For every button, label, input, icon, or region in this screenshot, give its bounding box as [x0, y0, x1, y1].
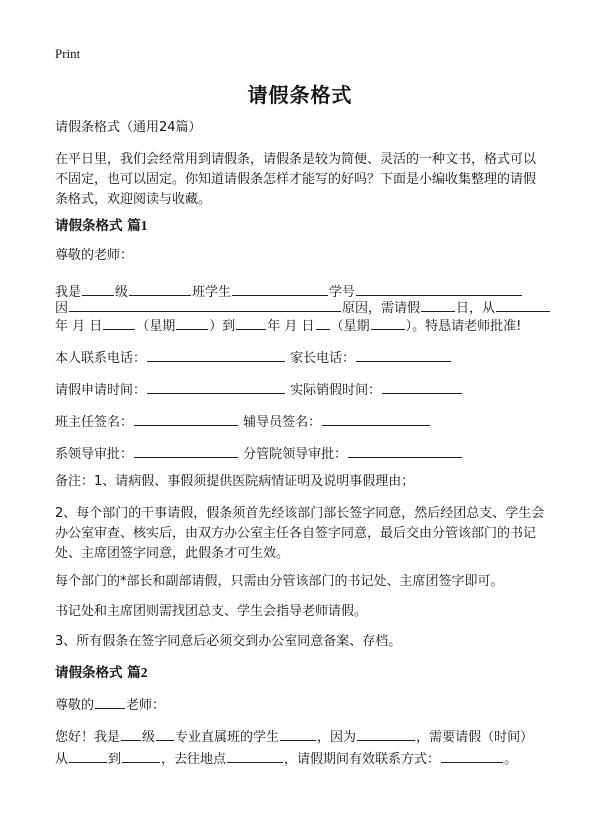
- grade-blank[interactable]: [82, 281, 114, 296]
- student-name-blank[interactable]: [280, 726, 316, 741]
- end-year-blank[interactable]: [236, 315, 266, 330]
- actual-time-blank[interactable]: [382, 379, 462, 394]
- label-major: 专业直属班的学生: [175, 730, 280, 745]
- label-apply-time: 请假申请时间：: [55, 383, 147, 398]
- form-row-times: [55, 379, 545, 401]
- student-id-blank[interactable]: [356, 281, 522, 296]
- label-parent-phone: 家长电话：: [290, 351, 356, 366]
- start-day-blank[interactable]: [103, 315, 135, 330]
- destination-blank[interactable]: [227, 748, 283, 763]
- label-student-id: 学号: [329, 285, 356, 300]
- text-period: 。: [504, 752, 518, 767]
- start-weekday-blank[interactable]: [176, 315, 208, 330]
- intro-paragraph: 在平日里，我们会经常用到请假条，请假条是较为简便、灵活的一种文书，格式可以不固定，也可以固定。你知道请假条怎样才能写的好吗？下面是小编收集整理的请假条格式，欢迎阅读与收藏。: [55, 152, 537, 207]
- from-blank[interactable]: [496, 297, 550, 312]
- label-counselor: 辅导员签名：: [243, 415, 322, 430]
- note-1: 备注：1、请病假、事假须提供医院病情证明及说明事假理由；: [55, 474, 415, 489]
- from-time-blank[interactable]: [69, 748, 107, 763]
- form-row-approvals: [55, 443, 545, 465]
- label-to: ）到: [209, 319, 236, 334]
- label-from: 日，从: [456, 301, 496, 316]
- college-approval-blank[interactable]: [348, 443, 462, 458]
- dept-approval-blank[interactable]: [134, 443, 238, 458]
- note-4: 书记处和主席团则需找团总支、学生会指导老师请假。: [55, 604, 368, 619]
- grade-blank-2[interactable]: [121, 726, 141, 741]
- salutation-prefix: 尊敬的: [55, 698, 95, 713]
- print-link[interactable]: Print: [55, 46, 81, 61]
- class-blank[interactable]: [129, 281, 191, 296]
- end-day-blank[interactable]: [316, 315, 330, 330]
- label-actual-time: 实际销假时间：: [290, 383, 382, 398]
- text-greeting: 您好！我是: [55, 730, 121, 745]
- counselor-blank[interactable]: [322, 411, 430, 426]
- note-2: 2、每个部门的干事请假，假条须首先经该部门部长签字同意，然后经团总支、学生会办公室审查、核实后，由双方办公室主任各自签字同意，最后交由分管该部门的书记处、主席团签字同意，此假条才可生效。: [55, 506, 545, 561]
- section-heading-number: 1: [140, 218, 148, 233]
- label-end-date: 年 月 日: [267, 319, 315, 334]
- section-heading-text: 请假条格式 篇: [55, 665, 141, 681]
- section-heading-2: [55, 663, 545, 683]
- salutation-suffix: 老师：: [126, 698, 166, 713]
- subtitle: 请假条格式（通用24篇）: [55, 120, 202, 135]
- teacher-name-blank[interactable]: [95, 694, 125, 709]
- note-5: 3、所有假条在签字同意后必须交到办公室同意备案、存档。: [55, 634, 402, 649]
- label-because: 因: [55, 301, 69, 316]
- label-end-weekday: （星期: [330, 319, 370, 334]
- salutation-2: [55, 694, 545, 716]
- label-need-leave: 原因，需请假: [342, 301, 421, 316]
- form-row-signatures: [55, 411, 545, 433]
- note-3: 每个部门的*部长和副部请假，只需由分管该部门的书记处、主席团签字即可。: [55, 574, 504, 589]
- label-approve-request: ）。特恳请老师批准!: [405, 319, 522, 334]
- section-heading-1: [55, 216, 545, 236]
- section-heading-number: 2: [140, 665, 148, 680]
- label-start-weekday: （星期: [136, 319, 176, 334]
- label-own-phone: 本人联系电话：: [55, 351, 147, 366]
- reason-blank-2[interactable]: [357, 726, 415, 741]
- salutation: 尊敬的老师：: [55, 248, 134, 263]
- label-because-2: ，因为: [317, 730, 357, 745]
- major-blank[interactable]: [156, 726, 174, 741]
- section-heading-text: 请假条格式 篇: [55, 218, 141, 234]
- label-destination: ，去往地点: [161, 752, 227, 767]
- form-row-dates: [55, 315, 545, 337]
- label-contact: ，请假期间有效联系方式：: [284, 752, 441, 767]
- reason-blank[interactable]: [69, 297, 341, 312]
- apply-time-blank[interactable]: [147, 379, 285, 394]
- section2-body: [55, 726, 545, 770]
- end-weekday-blank[interactable]: [371, 315, 405, 330]
- label-grade-2: 级: [142, 730, 156, 745]
- label-start-date: 年 月 日: [55, 319, 103, 334]
- parent-phone-blank[interactable]: [356, 347, 451, 362]
- label-head-teacher: 班主任签名：: [55, 415, 134, 430]
- page-title: 请假条格式: [247, 83, 353, 107]
- label-dept-approval: 系领导审批：: [55, 447, 134, 462]
- days-blank[interactable]: [421, 297, 455, 312]
- label-i-am: 我是: [55, 285, 82, 300]
- label-need-leave-2: ，需要请假（时间）从: [55, 730, 534, 767]
- name-blank[interactable]: [232, 281, 328, 296]
- head-teacher-blank[interactable]: [134, 411, 238, 426]
- label-to-2: 到: [108, 752, 122, 767]
- contact-blank[interactable]: [441, 748, 503, 763]
- own-phone-blank[interactable]: [147, 347, 285, 362]
- label-college-approval: 分管院领导审批：: [243, 447, 348, 462]
- label-grade: 级: [115, 285, 129, 300]
- to-time-blank[interactable]: [122, 748, 160, 763]
- label-class-student: 班学生: [192, 285, 232, 300]
- form-row-phones: [55, 347, 545, 369]
